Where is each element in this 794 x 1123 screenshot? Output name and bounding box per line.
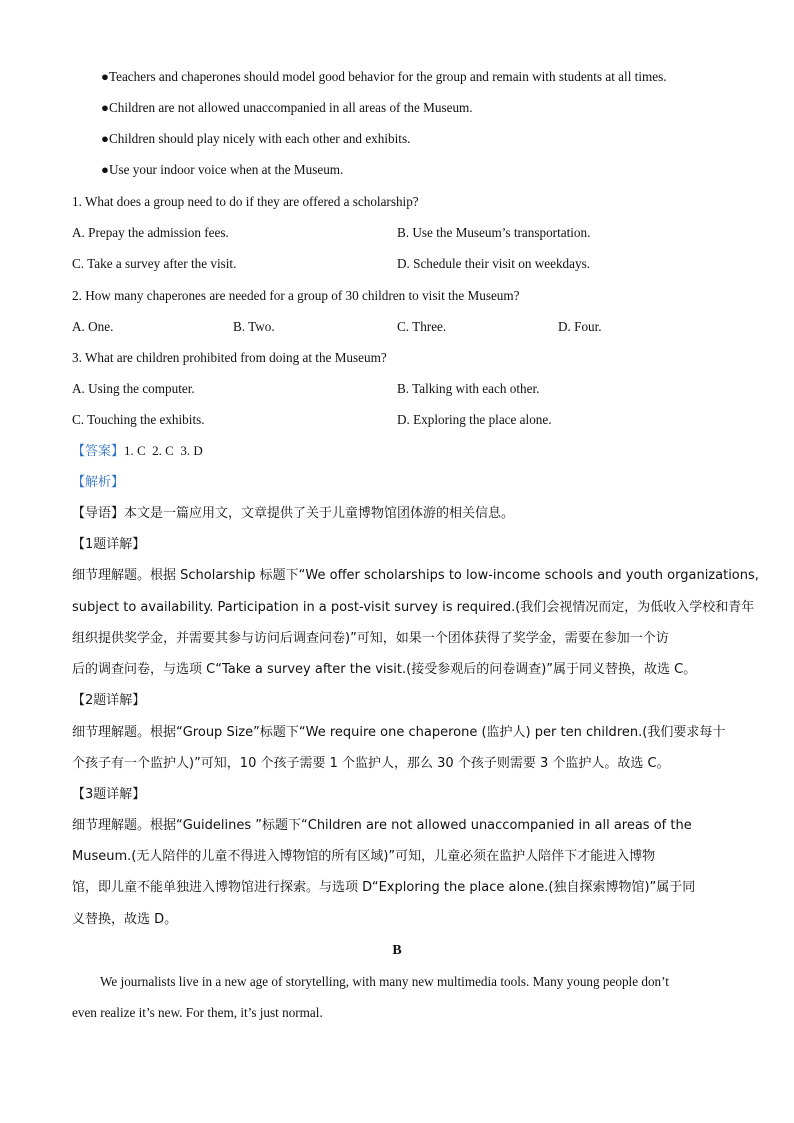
q3-option-b: B. Talking with each other. bbox=[397, 381, 540, 396]
answer-tag: 【答案】 bbox=[72, 444, 125, 459]
section-b-letter: B bbox=[392, 943, 402, 958]
detail-1-line: subject to availability. Participation in a post-visit survey is required.(我们会视情况而定，为低收入学校和青年 bbox=[72, 600, 755, 615]
detail-2-heading: 【2题详解】 bbox=[72, 693, 146, 708]
detail-1-line: 后的调查问卷，与选项 C“Take a survey after the visit.(接受参观后的问卷调查)”属于同义替换，故选 C。 bbox=[72, 662, 697, 677]
detail-2-line: 个孩子有一个监护人)”可知，10 个孩子需要 1 个监护人，那么 30 个孩子则需要 3 个监护人。故选 C。 bbox=[72, 756, 670, 771]
q1-option-a: A. Prepay the admission fees. bbox=[72, 225, 229, 240]
q3-option-a: A. Using the computer. bbox=[72, 381, 195, 396]
q2-option-a: A. One. bbox=[72, 319, 114, 334]
q2-option-d: D. Four. bbox=[558, 319, 602, 334]
analysis-tag: 【解析】 bbox=[72, 475, 125, 490]
q3-option-c: C. Touching the exhibits. bbox=[72, 412, 205, 427]
analysis-line bbox=[72, 474, 124, 491]
answer-line bbox=[72, 443, 203, 460]
section-b-line: even realize it’s new. For them, it’s just normal. bbox=[72, 1005, 323, 1020]
guideline-item: ●Use your indoor voice when at the Museum. bbox=[101, 162, 344, 177]
section-b-line: We journalists live in a new age of storytelling, with many new multimedia tools. Many young people don’t bbox=[100, 974, 669, 989]
answer-values: 1. C 2. C 3. D bbox=[124, 443, 203, 458]
detail-3-heading: 【3题详解】 bbox=[72, 787, 146, 802]
guide-paragraph: 【导语】本文是一篇应用文，文章提供了关于儿童博物馆团体游的相关信息。 bbox=[72, 506, 515, 521]
guideline-item: ●Children should play nicely with each other and exhibits. bbox=[101, 131, 411, 146]
detail-3-line: 义替换，故选 D。 bbox=[72, 912, 178, 927]
question-2: 2. How many chaperones are needed for a group of 30 children to visit the Museum? bbox=[72, 288, 520, 303]
detail-2-line: 细节理解题。根据“Group Size”标题下“We require one chaperone (监护人) per ten children.(我们要求每十 bbox=[72, 725, 726, 740]
q1-option-b: B. Use the Museum’s transportation. bbox=[397, 225, 591, 240]
detail-1-line: 细节理解题。根据 Scholarship 标题下“We offer scholarships to low-income schools and youth organizations, bbox=[72, 568, 759, 583]
question-3: 3. What are children prohibited from doing at the Museum? bbox=[72, 350, 387, 365]
q1-option-d: D. Schedule their visit on weekdays. bbox=[397, 256, 591, 271]
guideline-item: ●Children are not allowed unaccompanied in all areas of the Museum. bbox=[101, 100, 473, 115]
q3-option-d: D. Exploring the place alone. bbox=[397, 412, 552, 427]
guideline-item: ●Teachers and chaperones should model good behavior for the group and remain with students at all times. bbox=[101, 69, 667, 84]
q2-option-b: B. Two. bbox=[233, 319, 275, 334]
q2-option-c: C. Three. bbox=[397, 319, 447, 334]
q1-option-c: C. Take a survey after the visit. bbox=[72, 256, 237, 271]
question-1: 1. What does a group need to do if they are offered a scholarship? bbox=[72, 194, 419, 209]
detail-1-heading: 【1题详解】 bbox=[72, 537, 146, 552]
detail-1-line: 组织提供奖学金，并需要其参与访问后调查问卷)”可知，如果一个团体获得了奖学金，需要在参加一个访 bbox=[72, 631, 669, 646]
detail-3-line: Museum.(无人陪伴的儿童不得进入博物馆的所有区域)”可知，儿童必须在监护人陪伴下才能进入博物 bbox=[72, 849, 656, 864]
detail-3-line: 细节理解题。根据“Guidelines ”标题下“Children are not allowed unaccompanied in all areas of the bbox=[72, 818, 692, 833]
detail-3-line: 馆，即儿童不能单独进入博物馆进行探索。与选项 D“Exploring the place alone.(独自探索博物馆)”属于同 bbox=[72, 880, 696, 895]
